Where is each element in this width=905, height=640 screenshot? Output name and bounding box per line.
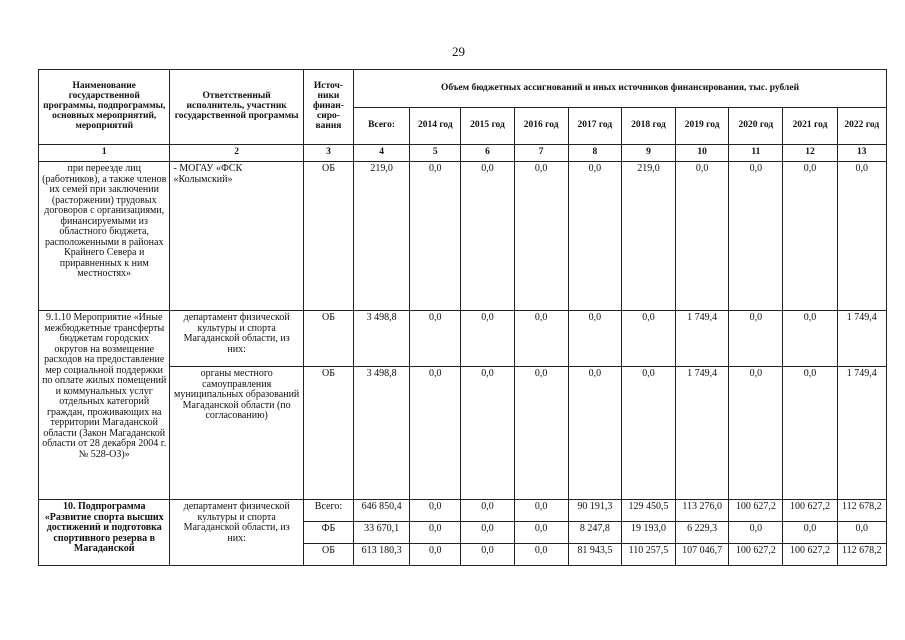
row-source: ОБ	[303, 367, 353, 500]
value-cell: 0,0	[514, 544, 568, 566]
row-source: ФБ	[303, 522, 353, 544]
value-cell: 8 247,8	[568, 522, 621, 544]
header-year: 2015 год	[461, 108, 514, 145]
column-number-row	[39, 145, 887, 162]
value-cell: 0,0	[729, 311, 783, 367]
value-cell: 0,0	[729, 162, 783, 311]
value-cell: 0,0	[410, 544, 461, 566]
value-cell: 1 749,4	[837, 311, 886, 367]
value-cell: 107 046,7	[676, 544, 729, 566]
col-number: 8	[568, 145, 621, 162]
header-year: 2019 год	[676, 108, 729, 145]
value-cell: 0,0	[568, 162, 621, 311]
value-cell: 0,0	[514, 522, 568, 544]
value-cell: 646 850,4	[354, 500, 410, 522]
value-cell: 1 749,4	[676, 367, 729, 500]
value-cell: 33 670,1	[354, 522, 410, 544]
value-cell: 0,0	[837, 162, 886, 311]
col-number: 5	[410, 145, 461, 162]
col-number: 4	[354, 145, 410, 162]
row-source: Всего:	[303, 500, 353, 522]
row-responsible: - МОГАУ «ФСК «Колымский»	[170, 162, 303, 311]
header-year: 2016 год	[514, 108, 568, 145]
row-responsible: департамент физической культуры и спорта Магаданской области, из них:	[170, 311, 303, 367]
value-cell: 100 627,2	[783, 544, 837, 566]
value-cell: 110 257,5	[621, 544, 675, 566]
value-cell: 0,0	[410, 522, 461, 544]
value-cell: 112 678,2	[837, 500, 886, 522]
value-cell: 0,0	[568, 367, 621, 500]
value-cell: 0,0	[783, 522, 837, 544]
header-year: 2018 год	[621, 108, 675, 145]
value-cell: 0,0	[729, 367, 783, 500]
value-cell: 1 749,4	[837, 367, 886, 500]
header-year: 2017 год	[568, 108, 621, 145]
row-source: ОБ	[303, 162, 353, 311]
budget-table	[38, 69, 887, 566]
value-cell: 0,0	[621, 311, 675, 367]
value-cell: 6 229,3	[676, 522, 729, 544]
page-number: 29	[452, 44, 465, 59]
header-total: Всего:	[354, 108, 410, 145]
value-cell: 0,0	[783, 311, 837, 367]
value-cell: 0,0	[410, 500, 461, 522]
value-cell: 0,0	[514, 367, 568, 500]
header-year: 2022 год	[837, 108, 886, 145]
col-number: 7	[514, 145, 568, 162]
value-cell: 100 627,2	[783, 500, 837, 522]
value-cell: 0,0	[783, 162, 837, 311]
row-name: при переезде лиц (работников), а также членов их семей при заключении (расторжении) трудовых договоров с организациями, финансируемыми из областного бюджета, расположенными в районах Крайнего Севера и приравненных к ним местностях»	[39, 162, 170, 311]
value-cell: 3 498,8	[354, 311, 410, 367]
header-year: 2021 год	[783, 108, 837, 145]
value-cell: 0,0	[621, 367, 675, 500]
value-cell: 0,0	[461, 311, 514, 367]
row-source: ОБ	[303, 544, 353, 566]
value-cell: 0,0	[410, 367, 461, 500]
col-number: 3	[303, 145, 353, 162]
col-number: 11	[729, 145, 783, 162]
col-number: 2	[170, 145, 303, 162]
header-name: Наименование государственной программы, подпрограммы, основных мероприятий, мероприятий	[39, 70, 170, 145]
value-cell: 0,0	[783, 367, 837, 500]
table-row	[39, 162, 887, 311]
value-cell: 90 191,3	[568, 500, 621, 522]
row-name: 9.1.10 Мероприятие «Иные межбюджетные трансферты бюджетам городских округов на возмещение расходов на предоставление мер социальной поддержки по оплате жилых помещений и коммунальных услуг отдельных категорий граждан, проживающих на территории Магаданской области (Закон Магаданской области от 28 декабря 2004 г. № 528-ОЗ)»	[39, 311, 170, 500]
header-year: 2014 год	[410, 108, 461, 145]
value-cell: 0,0	[461, 500, 514, 522]
value-cell: 0,0	[514, 162, 568, 311]
value-cell: 0,0	[461, 367, 514, 500]
col-number: 6	[461, 145, 514, 162]
value-cell: 219,0	[621, 162, 675, 311]
value-cell: 0,0	[514, 311, 568, 367]
value-cell: 0,0	[676, 162, 729, 311]
row-name: 10. Подпрограмма «Развитие спорта высших достижений и подготовка спортивного резерва в Магаданской	[39, 500, 170, 566]
value-cell: 100 627,2	[729, 500, 783, 522]
value-cell: 613 180,3	[354, 544, 410, 566]
value-cell: 19 193,0	[621, 522, 675, 544]
value-cell: 112 678,2	[837, 544, 886, 566]
row-responsible: органы местного самоуправления муниципальных образований Магаданской области (по согласованию)	[170, 367, 303, 500]
value-cell: 0,0	[514, 500, 568, 522]
value-cell: 0,0	[410, 311, 461, 367]
value-cell: 0,0	[461, 544, 514, 566]
value-cell: 1 749,4	[676, 311, 729, 367]
value-cell: 81 943,5	[568, 544, 621, 566]
header-sources: Источ-ники финан-сиро-вания	[303, 70, 353, 145]
col-number: 1	[39, 145, 170, 162]
value-cell: 3 498,8	[354, 367, 410, 500]
value-cell: 0,0	[461, 162, 514, 311]
col-number: 12	[783, 145, 837, 162]
row-responsible: департамент физической культуры и спорта Магаданской области, из них:	[170, 500, 303, 566]
value-cell: 0,0	[410, 162, 461, 311]
header-volume: Объем бюджетных ассигнований и иных источников финансирования, тыс. рублей	[354, 70, 887, 108]
value-cell: 129 450,5	[621, 500, 675, 522]
header-year: 2020 год	[729, 108, 783, 145]
value-cell: 219,0	[354, 162, 410, 311]
value-cell: 0,0	[568, 311, 621, 367]
row-source: ОБ	[303, 311, 353, 367]
col-number: 9	[621, 145, 675, 162]
value-cell: 100 627,2	[729, 544, 783, 566]
col-number: 10	[676, 145, 729, 162]
value-cell: 0,0	[837, 522, 886, 544]
value-cell: 113 276,0	[676, 500, 729, 522]
col-number: 13	[837, 145, 886, 162]
table-row	[39, 500, 887, 522]
value-cell: 0,0	[461, 522, 514, 544]
table-row	[39, 311, 887, 367]
value-cell: 0,0	[729, 522, 783, 544]
header-responsible: Ответственный исполнитель, участник государственной программы	[170, 70, 303, 145]
